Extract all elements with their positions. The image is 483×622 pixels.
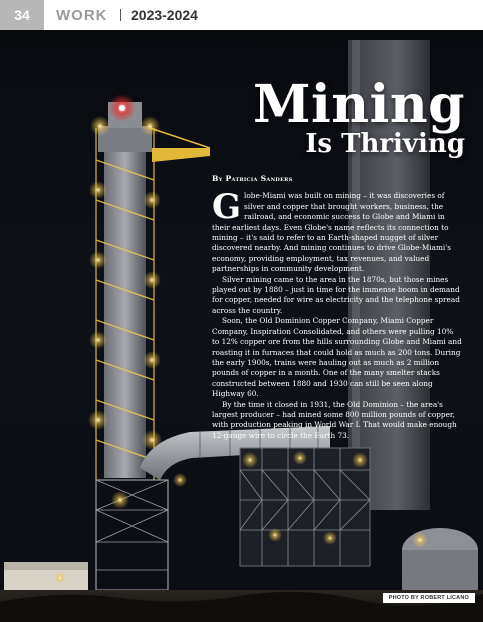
article-body [212, 174, 462, 441]
drop-cap: G [212, 187, 242, 228]
page-number: 34 [0, 0, 44, 30]
section-label: WORK [56, 6, 108, 24]
article-paragraph: Soon, the Old Dominion Copper Company, Miami Copper Company, Inspiration Consolidated, and others were pulling 10% to 12% copper ore from the hills surrounding Globe and Miami and roasting it in furnaces that could hold as much as 200 tons. During the early 1900s, trains were hauling out as much as 2 million pounds of copper in a month. One of the many smelter stacks constructed between 1880 and 1930 can still be seen along Highway 60. [212, 316, 462, 399]
photo-credit: PHOTO BY ROBERT LICANO [383, 593, 475, 603]
paragraph-text: lobe-Miami was built on mining – it was discoveries of silver and copper that brought workers, business, the railroad, and economic success to Globe and Miami in their earliest days. Even Globe's name reflects its connection to mining – it's said to refer to an Earth-shaped nugget of silver discovered nearby. And mining continues to drive Globe-Miami's economy, providing employment, tax revenues, and valued partnerships in community development. [212, 191, 452, 274]
byline: By Patricia Sanders [212, 174, 293, 183]
title-line-1: Mining [252, 74, 465, 135]
article-paragraph: By the time it closed in 1931, the Old Dominion – the area's largest producer – had mined some 800 million pounds of copper, with production peaking in World War I. That would make enough 12-gauge wire to circle the Earth 73. [212, 399, 457, 440]
page-header [0, 0, 483, 30]
header-divider [120, 9, 122, 21]
issue-year: 2023-2024 [131, 7, 198, 23]
article-paragraph [212, 187, 462, 274]
article-title [252, 74, 465, 159]
title-line-2: Is Thriving [305, 129, 465, 159]
article-paragraph: Silver mining came to the area in the 1870s, but those mines played out by 1880 – just in time for the immense boom in demand for copper, needed for wire as electricity and the telephone spread across the country. [212, 274, 460, 315]
